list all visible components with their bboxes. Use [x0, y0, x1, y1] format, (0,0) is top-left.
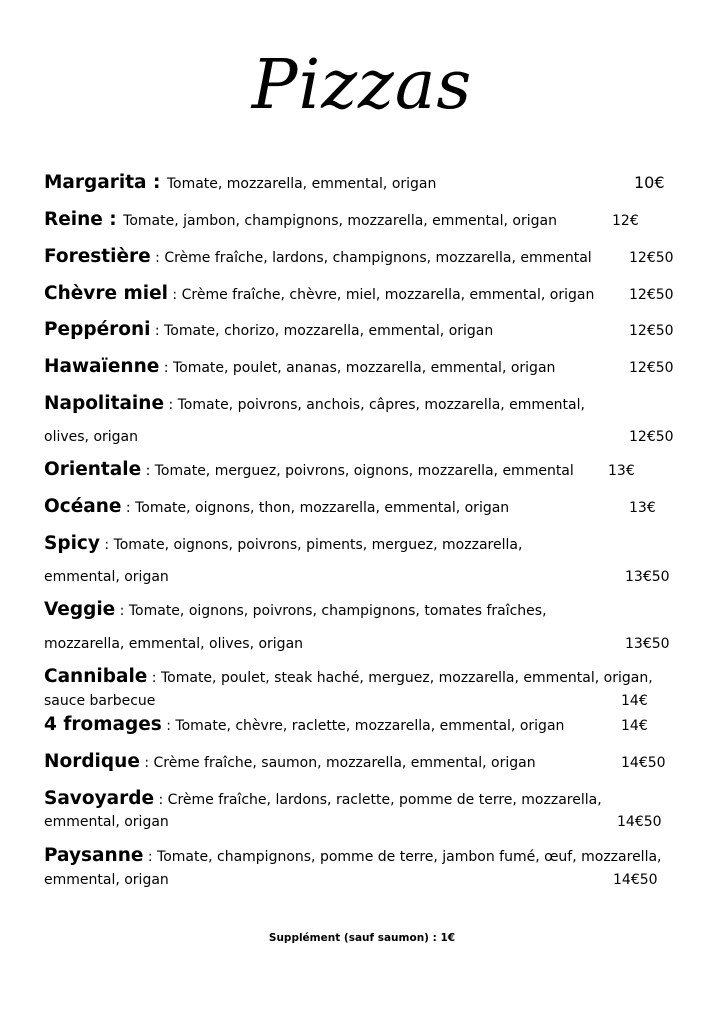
menu-item-4-fromages — [44, 716, 564, 735]
item-separator: : — [167, 287, 182, 303]
item-separator: : — [164, 397, 178, 413]
item-name: Hawaïenne — [44, 356, 160, 377]
menu-item-hawaienne — [44, 358, 555, 377]
item-name: Peppéroni — [44, 319, 151, 340]
item-description: Tomate, poivrons, anchois, câpres, mozzarella, emmental, — [177, 397, 585, 413]
item-separator: : — [161, 718, 176, 734]
item-separator: : — [147, 670, 161, 686]
item-separator: : — [141, 463, 155, 479]
item-separator: : — [154, 792, 168, 808]
item-description-continued: emmental, origan — [44, 872, 169, 888]
item-description: Tomate, poulet, steak haché, merguez, mozzarella, emmental, origan, — [160, 670, 653, 686]
item-name: Forestière — [44, 246, 151, 267]
item-price: 14€50 — [621, 755, 666, 771]
item-name: Spicy — [44, 533, 100, 554]
item-separator: : — [143, 849, 158, 865]
menu-item-oceane — [44, 498, 509, 517]
item-name: Veggie — [44, 599, 116, 620]
item-price: 12€50 — [629, 429, 674, 445]
item-separator: : — [159, 360, 173, 376]
item-name: Cannibale — [44, 666, 148, 687]
item-description: Crème fraîche, lardons, champignons, mozzarella, emmental — [164, 250, 592, 266]
item-description: Tomate, oignons, poivrons, piments, merguez, mozzarella, — [113, 537, 523, 553]
item-description: Crème fraîche, lardons, raclette, pomme de terre, mozzarella, — [167, 792, 602, 808]
item-name: Océane — [44, 496, 122, 517]
menu-item-napolitaine — [44, 395, 585, 414]
item-name: Napolitaine — [44, 393, 164, 414]
item-price: 14€50 — [613, 872, 658, 888]
menu-item-chevre-miel — [44, 285, 594, 304]
item-description-continued: emmental, origan — [44, 814, 169, 830]
page-title: Pizzas — [251, 46, 473, 125]
item-price: 13€50 — [625, 636, 670, 652]
item-separator: : — [150, 323, 165, 339]
item-separator: : — [102, 209, 124, 230]
item-separator: : — [150, 250, 165, 266]
item-description-continued: mozzarella, emmental, olives, origan — [44, 636, 304, 652]
item-separator: : — [139, 755, 154, 771]
item-name: Nordique — [44, 751, 140, 772]
item-description: Tomate, jambon, champignons, mozzarella, emmental, origan — [123, 213, 557, 229]
menu-item-savoyarde — [44, 790, 602, 809]
item-description: Crème fraîche, chèvre, miel, mozzarella, emmental, origan — [181, 287, 595, 303]
item-description: Crème fraîche, saumon, mozzarella, emmental, origan — [153, 755, 536, 771]
item-separator: : — [146, 172, 167, 193]
item-price: 12€50 — [629, 287, 674, 303]
item-price: 13€ — [629, 500, 656, 516]
menu-item-paysanne — [44, 847, 661, 866]
item-name: Chèvre miel — [44, 283, 168, 304]
menu-item-cannibale — [44, 668, 653, 687]
item-description-continued: emmental, origan — [44, 569, 169, 585]
menu-item-spicy — [44, 535, 522, 554]
menu-item-pepperoni — [44, 321, 493, 340]
item-name: 4 fromages — [44, 714, 162, 735]
item-description: Tomate, chèvre, raclette, mozzarella, emmental, origan — [175, 718, 565, 734]
item-description: Tomate, chorizo, mozzarella, emmental, origan — [164, 323, 494, 339]
item-price: 12€50 — [629, 323, 674, 339]
menu-item-nordique — [44, 753, 536, 772]
supplement-note: Supplément (sauf saumon) : 1€ — [268, 932, 456, 944]
item-price: 14€ — [621, 718, 648, 734]
item-price: 14€50 — [617, 814, 662, 830]
menu-item-orientale — [44, 461, 574, 480]
item-name: Savoyarde — [44, 788, 155, 809]
item-price: 12€50 — [629, 250, 674, 266]
item-separator: : — [99, 537, 114, 553]
item-separator: : — [115, 603, 129, 619]
item-description: Tomate, poulet, ananas, mozzarella, emmental, origan — [172, 360, 556, 376]
menu-item-veggie — [44, 601, 547, 620]
item-name: Paysanne — [44, 845, 144, 866]
item-description: Tomate, merguez, poivrons, oignons, mozzarella, emmental — [154, 463, 574, 479]
item-description: Tomate, mozzarella, emmental, origan — [166, 176, 437, 192]
item-name: Margarita — [44, 172, 147, 193]
item-description-continued: sauce barbecue — [44, 693, 156, 709]
item-price: 13€50 — [625, 569, 670, 585]
item-name: Reine — [44, 209, 103, 230]
item-price: 14€ — [621, 693, 648, 709]
item-description: Tomate, oignons, poivrons, champignons, tomates fraîches, — [128, 603, 547, 619]
menu-item-forestiere — [44, 248, 592, 267]
item-price: 12€ — [612, 213, 639, 229]
item-price: 10€ — [634, 173, 665, 192]
item-separator: : — [121, 500, 136, 516]
item-price: 13€ — [608, 463, 635, 479]
item-description: Tomate, champignons, pomme de terre, jambon fumé, œuf, mozzarella, — [157, 849, 662, 865]
item-description-continued: olives, origan — [44, 429, 138, 445]
menu-item-reine — [44, 211, 557, 230]
item-name: Orientale — [44, 459, 142, 480]
item-description: Tomate, oignons, thon, mozzarella, emmental, origan — [135, 500, 510, 516]
item-price: 12€50 — [629, 360, 674, 376]
menu-item-margarita — [44, 174, 436, 193]
